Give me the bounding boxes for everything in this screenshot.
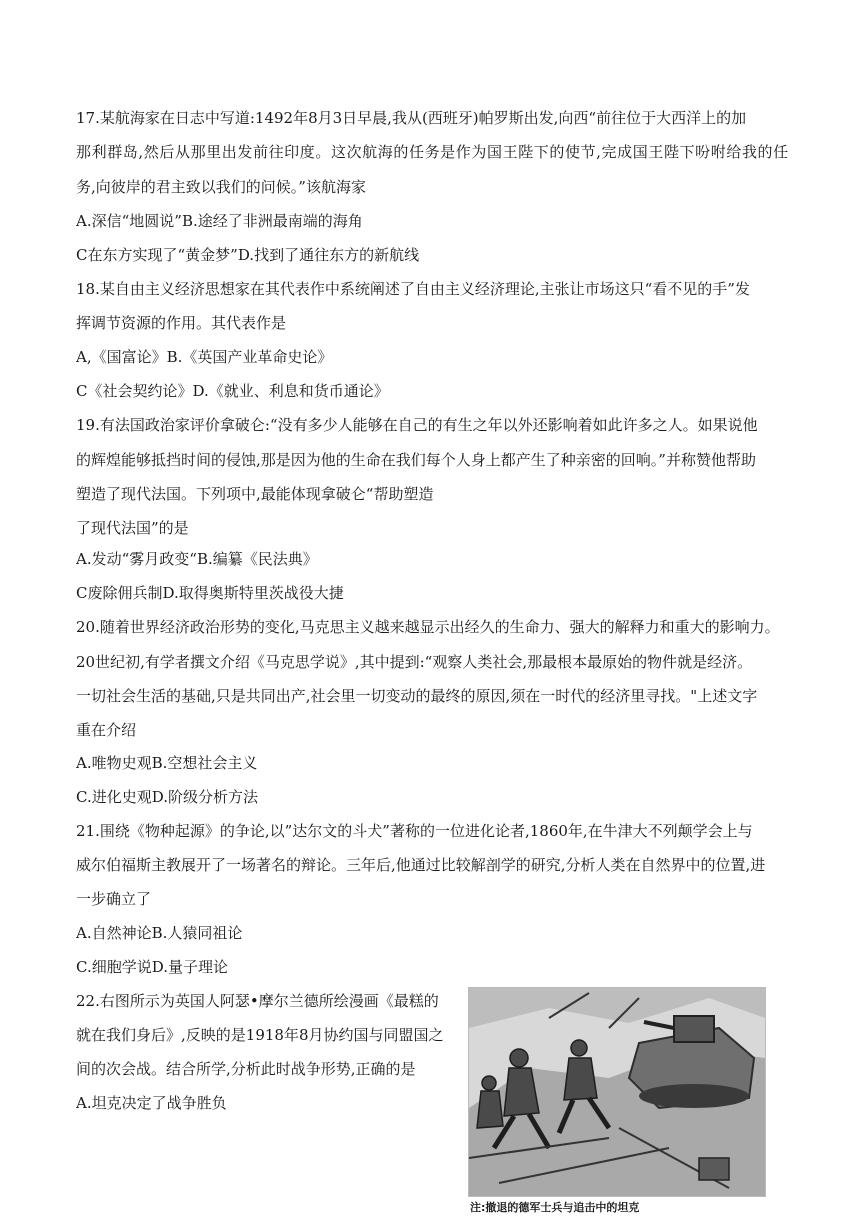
q19-line-1: 19.有法国政治家评价拿破仑:“没有多少人能够在自己的有生之年以外还影响着如此许多之人。如果说他 [76,416,758,434]
cartoon-illustration [468,987,766,1197]
cartoon-drawing [469,988,765,1196]
q22-line-1: 22.右图所示为英国人阿瑟•摩尔兰德所绘漫画《最糕的 [76,992,439,1010]
figure-caption: 注:撤退的德军士兵与追击中的坦克 [470,1201,640,1214]
q20-option-cd: C.进化史观D.阶级分析方法 [76,788,258,806]
q21-line-3: 一步确立了 [76,890,152,908]
q21-line-1: 21.围绕《物种起源》的争论,以”达尔文的斗犬”著称的一位进化论者,1860年,在牛津大不列颠学会上与 [76,822,753,840]
q19-line-4: 了现代法国”的是 [76,519,189,537]
q19-option-ab: A.发动“雾月政变“B.编纂《民法典》 [76,550,318,568]
q19-option-cd: C废除佣兵制D.取得奥斯特里茨战役大捷 [76,584,344,602]
q20-option-ab: A.唯物史观B.空想社会主义 [76,754,258,772]
q18-line-2: 挥调节资源的作用。其代表作是 [76,314,287,332]
q22-line-3: 间的次会战。结合所学,分析此时战争形势,正确的是 [76,1060,416,1078]
q22-option-a: A.坦克决定了战争胜负 [76,1094,227,1112]
q20-line-1: 20.随着世界经济政治形势的变化,马克思主义越来越显示出经久的生命力、强大的解释力和重大的影响力。 [76,618,780,636]
q20-line-3: 一切社会生活的基础,只是共同出产,社会里一切变动的最终的原因,须在一时代的经济里寻找。"上述文字 [76,687,758,705]
q18-line-1: 18.某自由主义经济思想家在其代表作中系统阐述了自由主义经济理论,主张让市场这只“看不见的手”发 [76,280,750,298]
q17-line-2: 那利群岛,然后从那里出发前往印度。这次航海的任务是作为国王陛下的使节,完成国王陛下吩咐给我的任 [76,143,789,161]
q21-option-ab: A.自然神论B.人猿同祖论 [76,924,243,942]
q22-line-2: 就在我们身后》,反映的是1918年8月协约国与同盟国之 [76,1026,444,1044]
q20-line-4: 重在介绍 [76,721,137,739]
q17-option-cd: C在东方实现了“黄金梦”D.找到了通往东方的新航线 [76,246,420,264]
q20-line-2: 20世纪初,有学者撰文介绍《马克思学说》,其中提到:“观察人类社会,那最根本最原始的物件就是经济。 [76,653,753,671]
q19-line-2: 的辉煌能够抵挡时间的侵蚀,那是因为他的生命在我们每个人身上都产生了种亲密的回响。”并称赞他帮助 [76,451,756,469]
q21-option-cd: C.细胞学说D.量子理论 [76,958,228,976]
q21-line-2: 威尔伯福斯主教展开了一场著名的辩论。三年后,他通过比较解剖学的研究,分析人类在自然界中的位置,进 [76,856,766,874]
q19-line-3: 塑造了现代法国。下列项中,最能体现拿破仑“帮助塑造 [76,485,434,503]
q18-option-cd: C《社会契约论》D.《就业、利息和货币通论》 [76,382,389,400]
q17-line-3: 务,向彼岸的君主致以我们的问候。”该航海家 [76,178,366,196]
q18-option-ab: A,《国富论》B.《英国产业革命史论》 [76,348,333,366]
q17-option-ab: A.深信“地圆说”B.途经了非洲最南端的海角 [76,212,363,230]
q17-line-1: 17.某航海家在日志中写道:1492年8月3日早晨,我从(西班牙)帕罗斯出发,向西“前往位于大西洋上的加 [76,109,747,127]
